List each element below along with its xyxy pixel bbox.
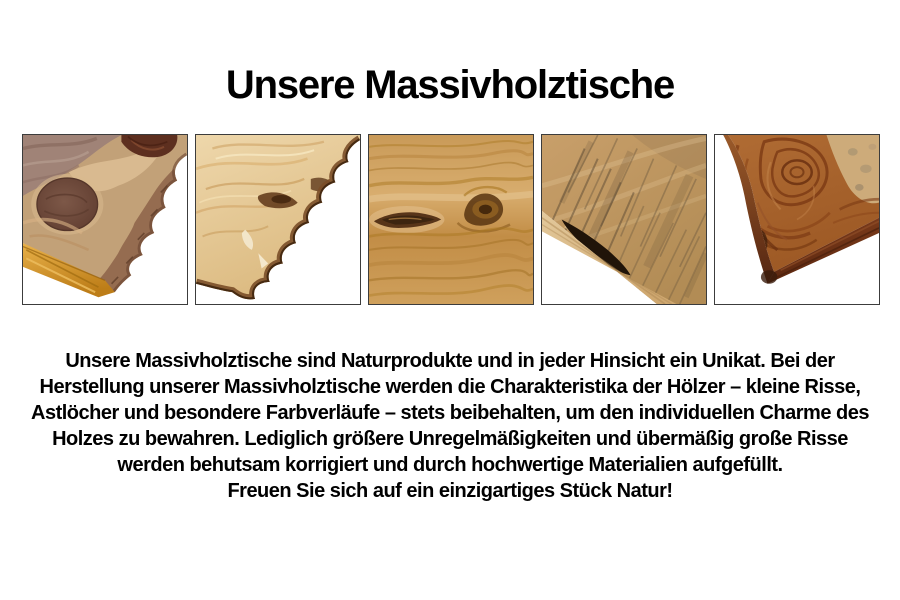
description-line-5: werden behutsam korrigiert und durch hochwertige Materialien aufgefüllt.: [117, 454, 783, 476]
description-line-6: Freuen Sie sich auf ein einzigartiges Stück Natur!: [227, 480, 673, 502]
wood-sample-2-graphic: [196, 135, 360, 304]
wood-sample-4-graphic: [542, 135, 706, 304]
description-line-1: Unsere Massivholztische sind Naturprodukte und in jeder Hinsicht ein Unikat. Bei der: [65, 350, 835, 372]
page-title: Unsere Massivholztische: [225, 63, 675, 107]
wood-gallery: [22, 134, 880, 305]
description-line-2: Herstellung unserer Massivholztische werden die Charakteristika der Hölzer – kleine Risse,: [39, 376, 861, 398]
wood-sample-3-graphic: [369, 135, 533, 304]
wood-sample-image-2: [195, 134, 361, 305]
wood-sample-1-graphic: [23, 135, 187, 304]
wood-sample-image-1: [22, 134, 188, 305]
wood-sample-5-graphic: [715, 135, 879, 304]
wood-sample-image-3: [368, 134, 534, 305]
description-line-4: Holzes zu bewahren. Lediglich größere Unregelmäßigkeiten und übermäßig große Risse: [52, 428, 848, 450]
wood-sample-image-4: [541, 134, 707, 305]
description-text: [0, 348, 900, 504]
description-line-3: Astlöcher und besondere Farbverläufe – stets beibehalten, um den individuellen Charme des: [31, 402, 869, 424]
wood-sample-image-5: [714, 134, 880, 305]
